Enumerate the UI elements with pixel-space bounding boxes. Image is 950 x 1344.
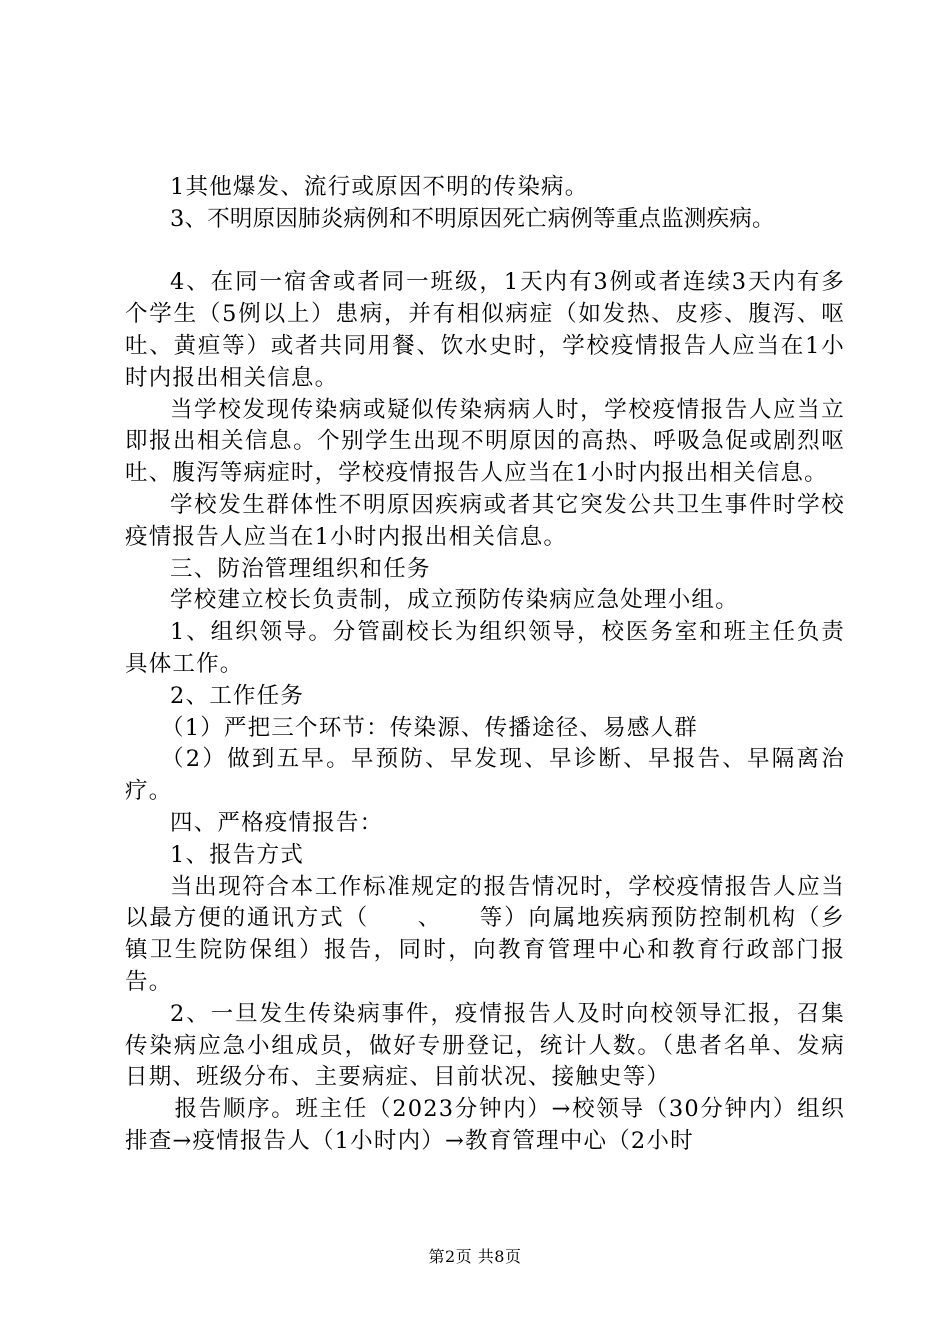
paragraph-incident-report: 2、一旦发生传染病事件，疫情报告人及时向校领导汇报，召集传染病应急小组成员，做好专册登记，统计人数。（患者名单、发病日期、班级分布、主要病症、目前状况、接触史等） [125, 1000, 845, 1091]
section-heading-3: 三、防治管理组织和任务 [170, 555, 431, 582]
document-body [125, 172, 845, 1158]
section-heading-4: 四、严格疫情报告： [170, 809, 384, 836]
paragraph-gap [125, 236, 845, 268]
paragraph-work-tasks: 2、工作任务 [170, 682, 305, 709]
paragraph-task-1: （1）严把三个环节：传染源、传播途径、易感人群 [161, 714, 698, 741]
paragraph-report-channel: 当出现符合本工作标准规定的报告情况时，学校疫情报告人应当以最方便的通讯方式（ 、 等）向属地疾病预防控制机构（乡镇卫生院防保组）报告，同时，向教育管理中心和教育行政部门报告。 [125, 873, 845, 995]
paragraph-item-4-dorm-class: 4、在同一宿舍或者同一班级，1天内有3例或者连续3天内有多个学生（5例以上）患病，并有相似病症（如发热、皮疹、腹泻、呕吐、黄疸等）或者共同用餐、饮水史时，学校疫情报告人应当在1小时内报出相关信息。 [125, 269, 845, 391]
page-number-footer: 第2页 共8页 [428, 1247, 522, 1266]
paragraph-item-3-unknown-pneumonia: 3、不明原因肺炎病例和不明原因死亡病例等重点监测疾病。 [170, 205, 775, 232]
paragraph-principal-responsibility: 学校建立校长负责制，成立预防传染病应急处理小组。 [170, 587, 739, 614]
paragraph-item-1-other-outbreak: 1其他爆发、流行或原因不明的传染病。 [170, 174, 589, 200]
paragraph-report-method: 1、报告方式 [170, 841, 305, 868]
paragraph-organization-leadership: 1、组织领导。分管副校长为组织领导，校医务室和班主任负责具体工作。 [125, 619, 845, 677]
paragraph-discovery-report: 当学校发现传染病或疑似传染病病人时，学校疫情报告人应当立即报出相关信息。个别学生出现不明原因的高热、呼吸急促或剧烈呕吐、腹泻等病症时，学校疫情报告人应当在1小时内报出相关信息。 [125, 396, 845, 487]
paragraph-report-sequence: 报告顺序。班主任（2023分钟内）→校领导（30分钟内）组织排查→疫情报告人（1小时内）→教育管理中心（2小时 [125, 1096, 845, 1154]
paragraph-group-illness: 学校发生群体性不明原因疾病或者其它突发公共卫生事件时学校疫情报告人应当在1小时内报出相关信息。 [125, 491, 845, 550]
paragraph-task-2: （2）做到五早。早预防、早发现、早诊断、早报告、早隔离治疗。 [125, 746, 845, 805]
